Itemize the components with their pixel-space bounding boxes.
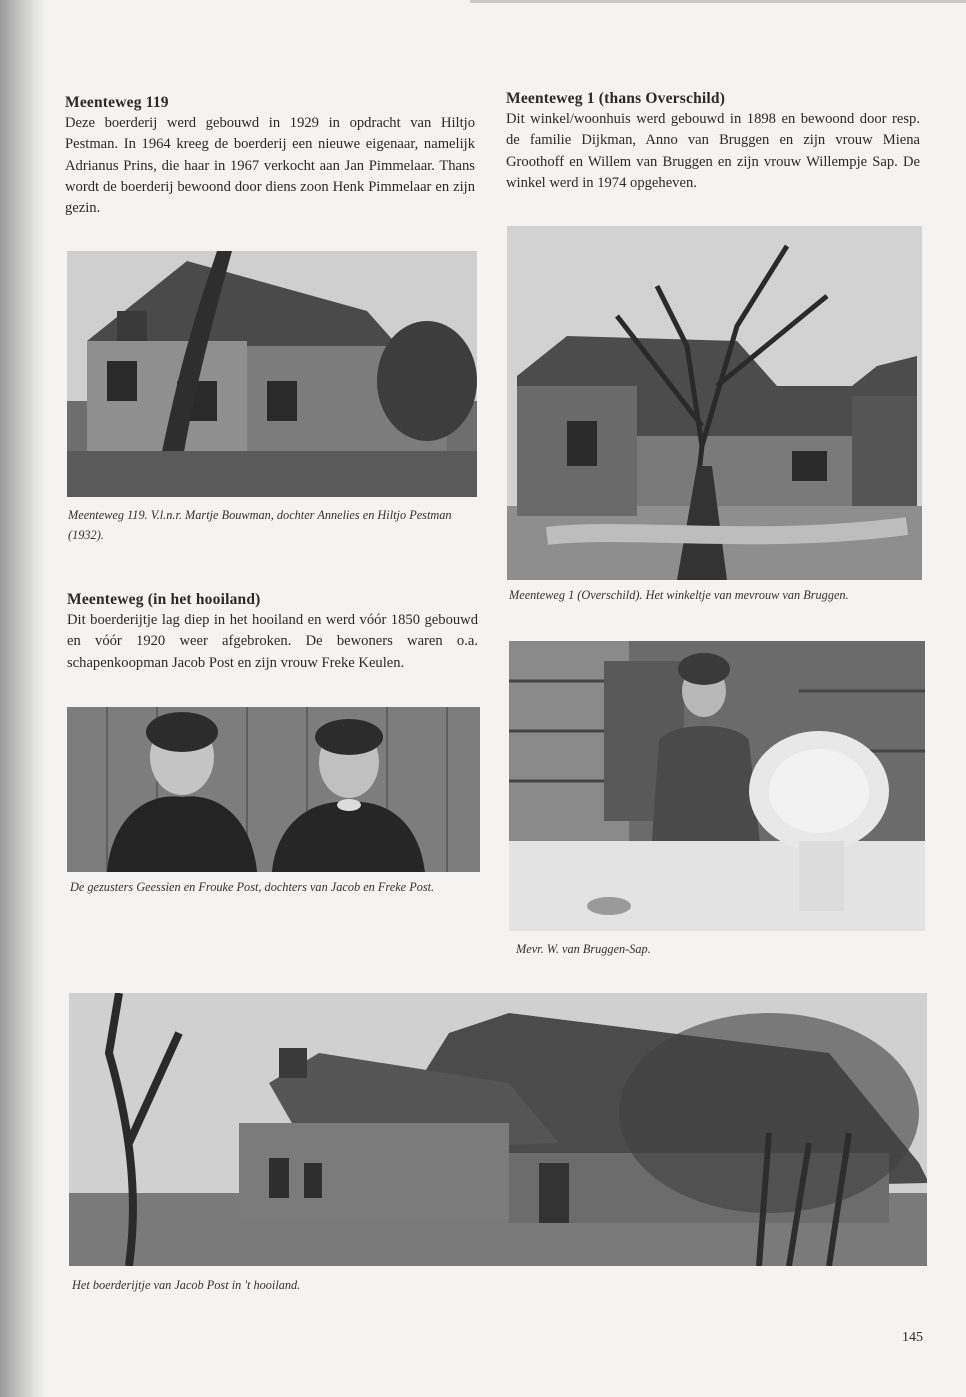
caption-sisters: De gezusters Geessien en Frouke Post, dochters van Jacob en Freke Post. [70, 880, 435, 894]
section-body: Deze boerderij werd gebouwd in 1929 in opdracht van Hiltjo Pestman. In 1964 kreeg de boerderij een nieuwe eigenaar, namelijk Adrianus Prins, die haar in 1967 verkocht aan Jan Pimmelaar. Thans wordt de boerderij bewoond door diens zoon Henk Pimmelaar en zijn gezin. [65, 115, 475, 217]
section-body: Dit boerderijtje lag diep in het hooiland en werd vóór 1850 gebouwd en vóór 1920 weer afgebroken. De bewoners waren o.a. schapenkoopman Jacob Post en zijn vrouw Freke Keulen. [67, 612, 478, 671]
top-edge-line [470, 0, 966, 3]
photo-farmhouse-1932 [67, 251, 477, 497]
section-heading: Meenteweg (in het hooiland) [67, 591, 261, 608]
caption-shop-exterior: Meenteweg 1 (Overschild). Het winkeltje van mevrouw van Bruggen. [509, 588, 849, 602]
caption-hooiland-farm: Het boerderijtje van Jacob Post in 't hooiland. [72, 1278, 301, 1292]
caption-farmhouse-1932: Meenteweg 119. V.l.n.r. Martje Bouwman, dochter Annelies en Hiltjo Pestman (1932). [68, 508, 452, 542]
photo-shop-exterior [507, 226, 922, 580]
photo-hooiland-farm [69, 993, 927, 1266]
caption-shopkeeper: Mevr. W. van Bruggen-Sap. [516, 942, 651, 956]
page-binding-shadow [0, 0, 46, 1397]
photo-sisters [67, 707, 480, 872]
page-number: 145 [902, 1330, 923, 1345]
photo-shopkeeper [509, 641, 925, 931]
section-body: Dit winkel/woonhuis werd gebouwd in 1898 en bewoond door resp. de familie Dijkman, Anno van Bruggen en zijn vrouw Miena Groothoff en Willem van Bruggen en zijn vrouw Willempje Sap. De winkel werd in 1974 opgeheven. [506, 111, 920, 191]
section-meenteweg-119 [65, 93, 475, 219]
section-heading: Meenteweg 1 (thans Overschild) [506, 90, 726, 107]
section-hooiland [67, 590, 478, 674]
section-meenteweg-1 [506, 89, 920, 194]
section-heading: Meenteweg 119 [65, 94, 169, 111]
